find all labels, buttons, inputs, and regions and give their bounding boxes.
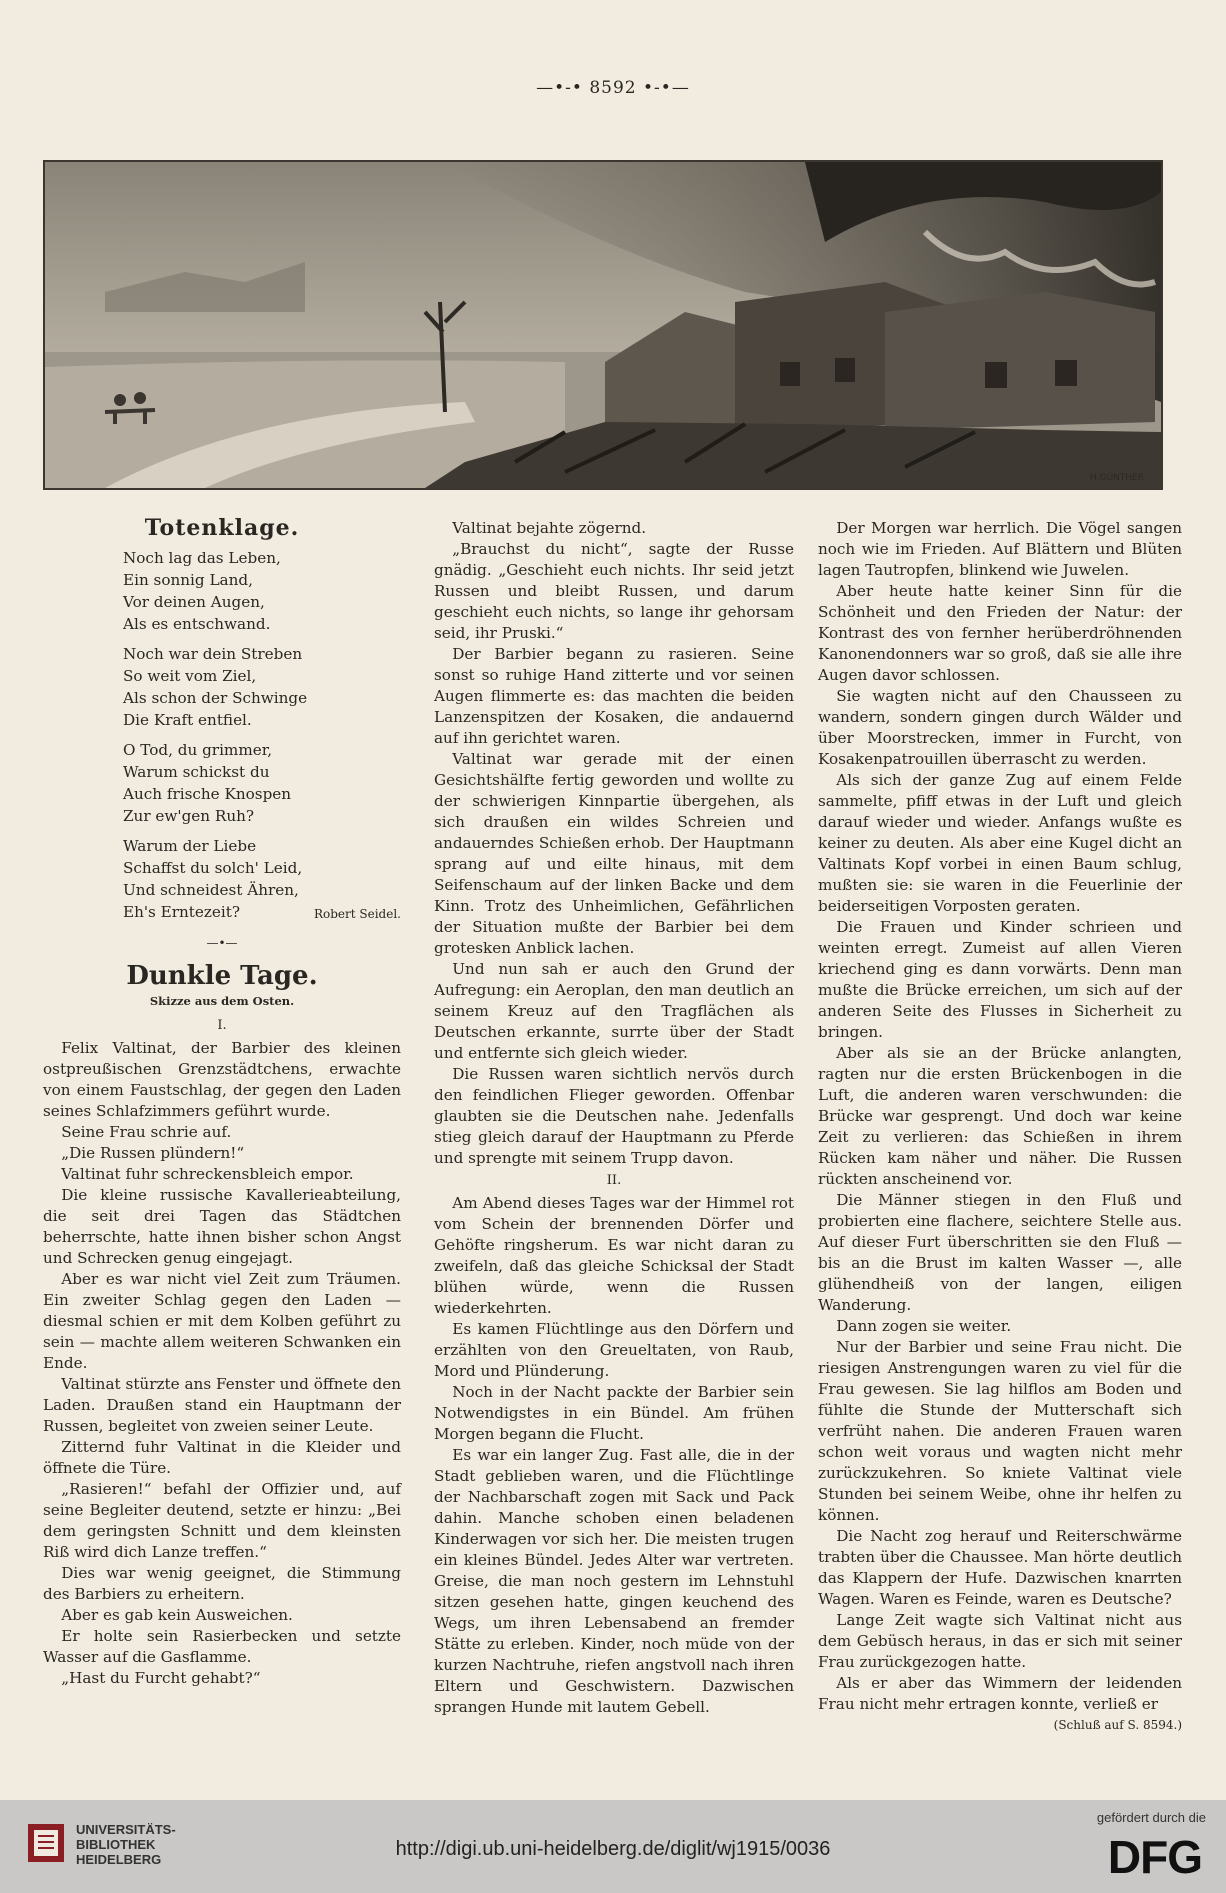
paragraph: Zitternd fuhr Valtinat in die Kleider und öffnete die Türe. [43, 1438, 401, 1477]
paragraph: Valtinat stürzte ans Fenster und öffnete den Laden. Draußen stand ein Hauptmann der Russen, begleitet von zweien seiner Leute. [43, 1375, 401, 1435]
poem-line: Schaffst du solch' Leid, [123, 859, 303, 877]
paragraph: Valtinat bejahte zögernd. [452, 519, 647, 537]
col2-paragraphs-b [434, 1193, 794, 1718]
poem-line: Die Kraft entfiel. [123, 711, 252, 729]
paragraph: Die kleine russische Kavallerieabteilung, die seit drei Tagen das Städtchen beherrschte, hatte ihnen bisher schon Angst und Schrecken genug eingejagt. [43, 1186, 401, 1267]
library-line: UNIVERSITÄTS- [76, 1822, 176, 1837]
footer-bar [0, 1800, 1226, 1893]
column-2 [434, 518, 794, 1718]
poem-line: O Tod, du grimmer, [123, 741, 273, 759]
paragraph: Valtinat fuhr schreckensbleich empor. [61, 1165, 354, 1183]
paragraph: „Rasieren!“ befahl der Offizier und, auf seine Begleiter deutend, setzte er hinzu: „Bei dem geringsten Schnitt und dem kleinsten Riß wird dich Lanze treffen.“ [43, 1480, 401, 1561]
poem-stanza-4 [123, 835, 401, 923]
paragraph: Die Nacht zog herauf und Reiterschwärme trabten über die Chaussee. Man hörte deutlich das Klappern der Hufe. Dazwischen knarrten Wagen. Waren es Feinde, waren es Deutsche? [818, 1527, 1182, 1608]
story-subtitle: Skizze aus dem Osten. [149, 994, 295, 1008]
story-title: Dunkle Tage. [126, 961, 318, 991]
paragraph: „Brauchst du nicht“, sagte der Russe gnädig. „Geschieht euch nichts. Ihr seid jetzt Russen und bleibt Russen, und darum geschieht euch nichts, so lange ihr gehorsam seid, ihr Pruski.“ [434, 540, 794, 642]
paragraph: Der Barbier begann zu rasieren. Seine sonst so ruhige Hand zitterte und vor seinen Augen flimmerte es: das machten die beiden Lanzenspitzen der Kosaken, die andauernd auf ihn gerichtet waren. [434, 645, 794, 747]
poem-line: Auch frische Knospen [123, 785, 292, 803]
library-line: HEIDELBERG [76, 1852, 162, 1867]
col3-paragraphs [818, 518, 1182, 1715]
poem-title: Totenklage. [144, 515, 300, 541]
paragraph: Er holte sein Rasierbecken und setzte Wasser auf die Gasflamme. [43, 1627, 401, 1666]
poem-line: Und schneidest Ähren, [123, 881, 299, 899]
poem-line: Ein sonnig Land, [123, 571, 253, 589]
paragraph: Die Russen waren sichtlich nervös durch den feindlichen Flieger geworden. Offenbar glaubten sie die Deutschen nahe. Jedenfalls stieg gleich darauf der Hauptmann zu Pferde und sprengte mit seinem Trupp davon. [434, 1065, 794, 1167]
col2-paragraphs-a [434, 518, 794, 1169]
paragraph: Die Männer stiegen in den Fluß und probierten eine flachere, seichtere Stelle aus. Auf dieser Furt überschritten sie den Fluß — bis an die Brust im kalten Wasser —, alle glühendheiß von der langen, eiligen Wanderung. [818, 1191, 1182, 1314]
poem-line: Warum schickst du [123, 763, 270, 781]
paragraph: Felix Valtinat, der Barbier des kleinen ostpreußischen Grenzstädtchens, erwachte von einem Faustschlag, der gegen den Laden seines Schlafzimmers geführt wurde. [43, 1039, 401, 1120]
paragraph: Noch in der Nacht packte der Barbier sein Notwendigstes in ein Bündel. Am frühen Morgen begann die Flucht. [434, 1383, 794, 1443]
paragraph: Sie wagten nicht auf den Chausseen zu wandern, sondern gingen durch Wälder und über Moorstrecken, immer in Furcht, von Kosakenpatrouillen überrascht zu werden. [818, 687, 1182, 768]
paragraph: „Hast du Furcht gehabt?“ [61, 1669, 261, 1687]
paragraph: Nur der Barbier und seine Frau nicht. Die riesigen Anstrengungen waren zu viel für die Frau gewesen. Sie lag hilflos am Boden und fühlte die Stunde der Mutterschaft sich verfrüht nahen. Die anderen Frauen waren schon weit voraus und wagten nicht mehr zurückzukehren. So kniete Valtinat viele Stunden bei seinem Weibe, ohne ihr helfen zu können. [818, 1338, 1182, 1524]
poem-line: Vor deinen Augen, [123, 593, 265, 611]
paragraph: Am Abend dieses Tages war der Himmel rot vom Schein der brennenden Dörfer und Gehöfte ringsherum. Es war nicht daran zu zweifeln, daß das gleiche Schicksal der Stadt blühen würde, wenn die Russen wiederkehrten. [434, 1194, 794, 1317]
illustration-graphic [45, 162, 1161, 488]
paragraph: Als sich der ganze Zug auf einem Felde sammelte, pfiff etwas in der Luft und gleich darauf wieder und wieder. Anfangs wußte es keiner zu deuten. Als aber eine Kugel dicht an Valtinats Kopf vorbei in einen Baum schlug, mußten sie: sie waren in die Feuerlinie der beiderseitigen Vorposten geraten. [818, 771, 1182, 915]
poem-stanza-2 [123, 643, 401, 731]
dfg-logo: DFG [1107, 1831, 1202, 1883]
column-3 [818, 518, 1182, 1736]
paragraph: Aber als sie an der Brücke anlangten, ragten nur die ersten Brückenbogen in die Luft, die anderen waren verschwunden: die Brücke war gesprengt. Und doch war keine Zeit zu verlieren: das Schießen in ihrem Rücken kam näher und näher. Die Russen rückten anscheinend vor. [818, 1044, 1182, 1188]
paragraph: Lange Zeit wagte sich Valtinat nicht aus dem Gebüsch heraus, in das er sich mit seiner Frau zurückgezogen hatte. [818, 1611, 1182, 1671]
column-1 [43, 515, 401, 1689]
paragraph: „Die Russen plündern!“ [61, 1144, 245, 1162]
source-url-link[interactable]: http://digi.ub.uni-heidelberg.de/diglit/wj1915/0036 [395, 1838, 831, 1860]
continued-note: (Schluß auf S. 8594.) [1053, 1718, 1182, 1732]
poem-line: Noch lag das Leben, [123, 549, 281, 567]
poem-line: Warum der Liebe [123, 837, 257, 855]
paragraph: Und nun sah er auch den Grund der Aufregung: ein Aeroplan, den man deutlich an seinem Kreuz auf den Tragflächen als Deutschen erkannte, surrte über der Stadt und entfernte sich gleich wieder. [434, 960, 794, 1062]
paragraph: Dies war wenig geeignet, die Stimmung des Barbiers zu erheitern. [43, 1564, 401, 1603]
illustration-burning-village [43, 160, 1163, 490]
paragraph: Valtinat war gerade mit der einen Gesichtshälfte fertig geworden und wollte zu der schwierigen Kinnpartie übergehen, als sich draußen ein wildes Schreien und andauerndes Schießen erhob. Der Hauptmann sprang auf und eilte hinaus, mit dem Seifenschaum auf der linken Backe und dem Kinn. Trotz des Unheimlichen, Gefährlichen der Situation mußte der Barbier bei dem grotesken Anblick lachen. [434, 750, 794, 957]
library-line: BIBLIOTHEK [76, 1837, 156, 1852]
poem-author: Robert Seidel. [313, 907, 401, 921]
paragraph: Als er aber das Wimmern der leidenden Frau nicht mehr ertragen konnte, verließ er [818, 1674, 1182, 1713]
chapter-heading: II. [606, 1173, 622, 1188]
illustration-signature: H.GÜNTHER [1090, 473, 1144, 483]
paragraph: Der Morgen war herrlich. Die Vögel sangen noch wie im Frieden. Auf Blättern und Blüten lagen Tautropfen, blinkend wie Juwelen. [818, 519, 1182, 579]
poem-stanza-3 [123, 739, 401, 827]
paragraph: Dann zogen sie weiter. [836, 1317, 1012, 1335]
paragraph: Aber es gab kein Ausweichen. [61, 1606, 293, 1624]
poem-line: So weit vom Ziel, [123, 667, 257, 685]
poem-line: Eh's Erntezeit? Robert Seidel. [123, 901, 401, 923]
page-number: —•-• 8592 •-•— [536, 78, 690, 98]
paragraph: Seine Frau schrie auf. [61, 1123, 232, 1141]
poem-line: Zur ew'gen Ruh? [123, 807, 255, 825]
paragraph: Aber heute hatte keiner Sinn für die Schönheit und den Frieden der Natur: der Kontrast des von fernher herüberdröhnenden Kanonendonners war so groß, daß sie alle ihre Augen davor schlossen. [818, 582, 1182, 684]
col1-paragraphs [43, 1038, 401, 1689]
poem-line: Als schon der Schwinge [123, 689, 308, 707]
paragraph: Es kamen Flüchtlinge aus den Dörfern und erzählten von den Greueltaten, von Raub, Mord und Plünderung. [434, 1320, 794, 1380]
poem-line: Als es entschwand. [123, 615, 271, 633]
section-divider: —•— [206, 936, 238, 950]
chapter-heading: I. [217, 1018, 227, 1033]
funding-note: gefördert durch die [1096, 1810, 1206, 1825]
poem-line: Noch war dein Streben [123, 645, 303, 663]
paragraph: Die Frauen und Kinder schrieen und weinten erregt. Zumeist auf allen Vieren kriechend ging es dann vorwärts. Denn man mußte die Brücke erreichen, um sich auf der anderen Seite des Flusses in Sicherheit zu bringen. [818, 918, 1182, 1041]
paragraph: Es war ein langer Zug. Fast alle, die in der Stadt geblieben waren, und die Flüchtlinge der Nachbarschaft zogen mit Sack und Pack dahin. Manche schoben einen beladenen Kinderwagen vor sich her. Die meisten trugen ein kleines Bündel. Jedes Alter war vertreten. Greise, die man noch gestern im Lehnstuhl sitzen gesehen hatte, gingen keuchend des Wegs, um ihren Lebensabend an fremder Stätte zu erleben. Kinder, noch müde von der kurzen Nachtruhe, riefen angstvoll nach ihren Eltern und Geschwistern. Dazwischen sprangen Hunde mit lautem Gebell. [434, 1446, 794, 1716]
paragraph: Aber es war nicht viel Zeit zum Träumen. Ein zweiter Schlag gegen den Laden — diesmal schien er mit dem Kolben geführt zu sein — machte allem weiteren Schwanken ein Ende. [43, 1270, 401, 1372]
poem-stanza-1 [123, 547, 401, 635]
